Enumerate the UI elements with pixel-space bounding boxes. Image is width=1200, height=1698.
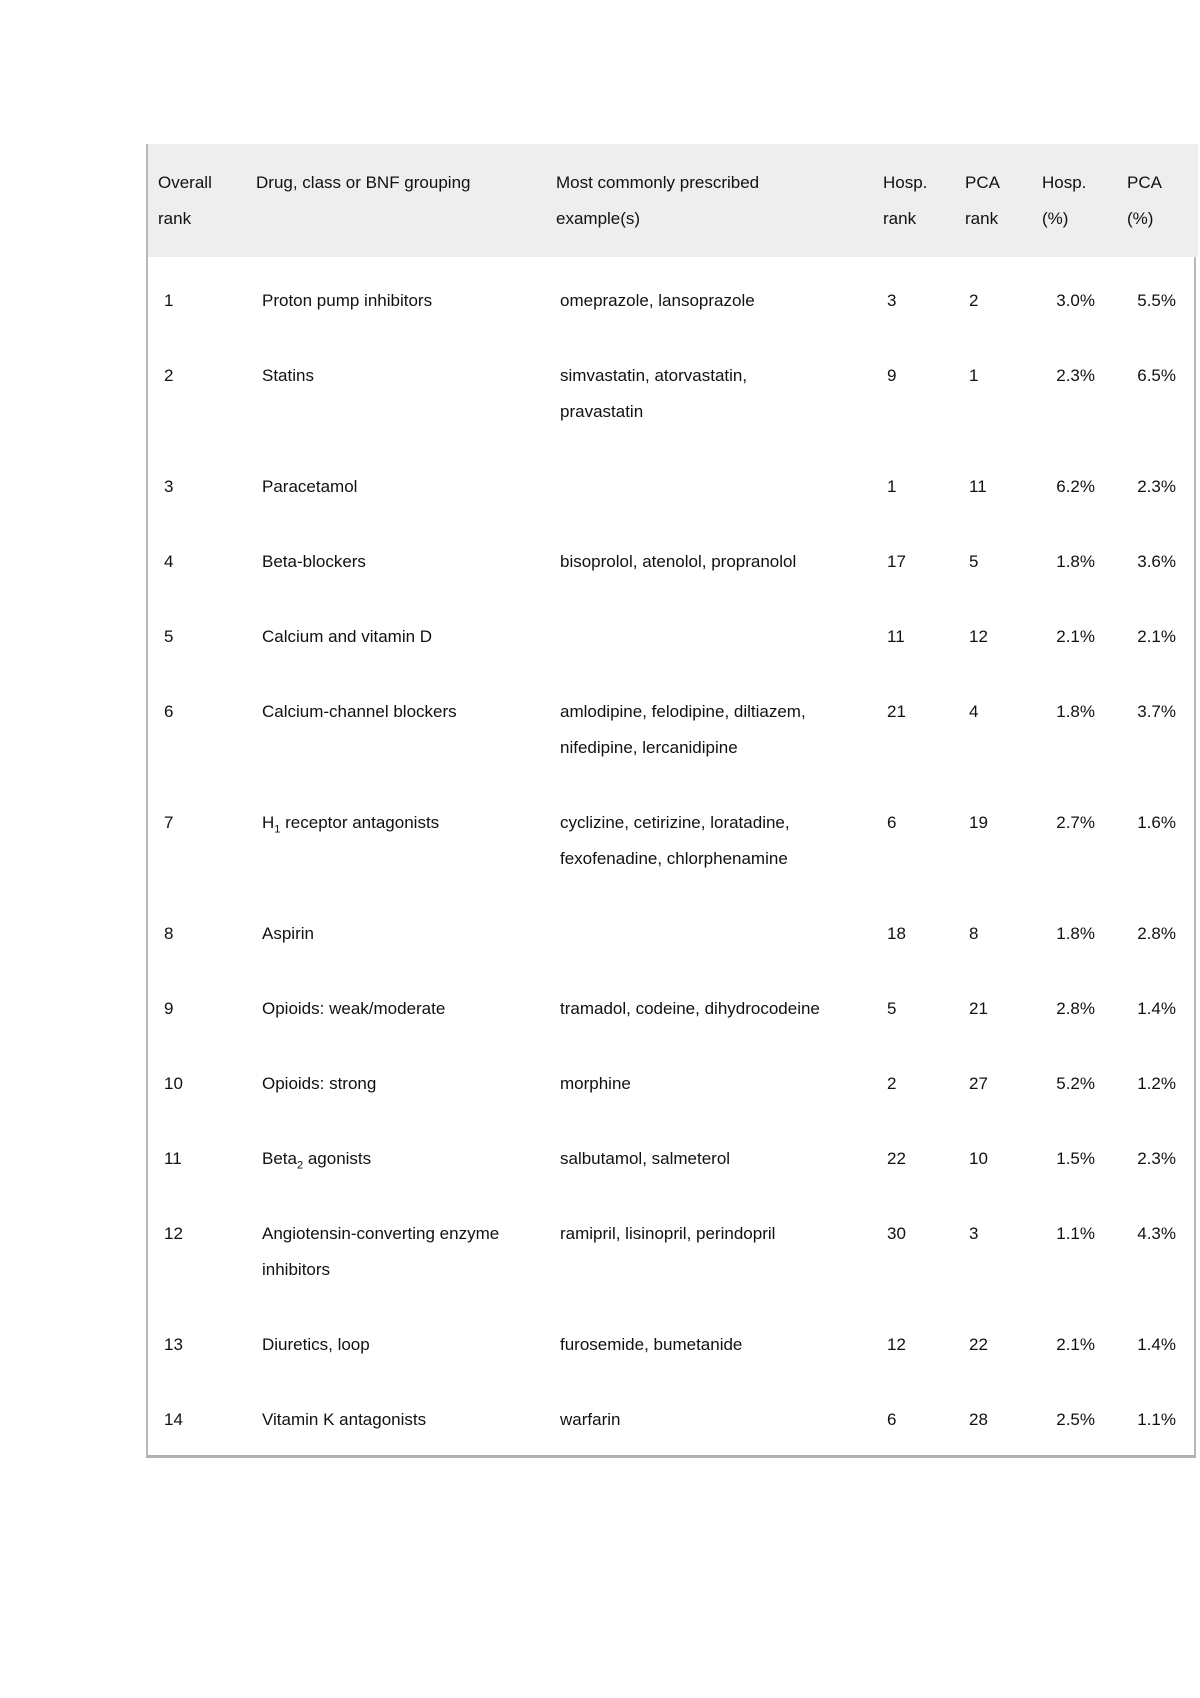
overall-rank-cell bbox=[148, 1038, 246, 1113]
table-row bbox=[148, 516, 1198, 591]
overall-rank-value: 7 bbox=[164, 813, 174, 832]
hosp-pct-cell bbox=[1032, 666, 1117, 777]
table-row bbox=[148, 777, 1198, 888]
overall-rank-cell bbox=[148, 1113, 246, 1188]
pca-pct-value: 5.5% bbox=[1137, 291, 1176, 310]
hosp-rank-value: 6 bbox=[887, 1410, 897, 1429]
pca-pct-cell bbox=[1117, 666, 1198, 777]
hosp-pct-cell bbox=[1032, 1188, 1117, 1299]
table-body bbox=[148, 257, 1198, 1455]
overall-rank-cell bbox=[148, 516, 246, 591]
drug-name-line bbox=[262, 1327, 540, 1363]
header-pca-rank: PCA rank bbox=[955, 144, 1032, 257]
hosp-rank-cell bbox=[873, 666, 955, 777]
drug-name-text: Diuretics, loop bbox=[262, 1335, 370, 1354]
hosp-rank-value: 18 bbox=[887, 924, 906, 943]
pca-rank-cell bbox=[955, 1113, 1032, 1188]
drug-cell bbox=[246, 1299, 546, 1374]
header-drug: Drug, class or BNF grouping bbox=[246, 144, 546, 257]
overall-rank-value: 13 bbox=[164, 1335, 183, 1354]
overall-rank-value: 8 bbox=[164, 924, 174, 943]
hosp-rank-value: 1 bbox=[887, 477, 897, 496]
table-row bbox=[148, 1038, 1198, 1113]
hosp-pct-cell bbox=[1032, 1113, 1117, 1188]
examples-cell bbox=[546, 888, 873, 963]
header-hosp-pct: Hosp. (%) bbox=[1032, 144, 1117, 257]
examples-cell bbox=[546, 1374, 873, 1455]
header-examples: Most commonly prescribed example(s) bbox=[546, 144, 873, 257]
header-hosp-rank: Hosp. rank bbox=[873, 144, 955, 257]
hosp-rank-cell bbox=[873, 888, 955, 963]
pca-rank-cell bbox=[955, 888, 1032, 963]
examples-cell bbox=[546, 666, 873, 777]
hosp-pct-cell bbox=[1032, 441, 1117, 516]
examples-cell bbox=[546, 441, 873, 516]
drug-name-text: Opioids: strong bbox=[262, 1074, 377, 1093]
overall-rank-cell bbox=[148, 888, 246, 963]
pca-pct-value: 1.4% bbox=[1137, 999, 1176, 1018]
hosp-rank-cell bbox=[873, 591, 955, 666]
examples-cell bbox=[546, 1113, 873, 1188]
overall-rank-cell bbox=[148, 1188, 246, 1299]
pca-rank-value: 8 bbox=[969, 924, 979, 943]
hosp-rank-value: 5 bbox=[887, 999, 897, 1018]
pca-pct-value: 1.1% bbox=[1137, 1410, 1176, 1429]
overall-rank-value: 3 bbox=[164, 477, 174, 496]
pca-rank-cell bbox=[955, 963, 1032, 1038]
hosp-pct-cell bbox=[1032, 963, 1117, 1038]
drug-name-line-2: inhibitors bbox=[262, 1260, 331, 1279]
pca-pct-value: 1.4% bbox=[1137, 1335, 1176, 1354]
overall-rank-cell bbox=[148, 257, 246, 330]
table-row bbox=[148, 441, 1198, 516]
drug-name-line bbox=[262, 1402, 540, 1438]
drug-cell bbox=[246, 516, 546, 591]
pca-rank-value: 2 bbox=[969, 291, 979, 310]
overall-rank-cell bbox=[148, 1299, 246, 1374]
drug-cell bbox=[246, 1113, 546, 1188]
overall-rank-value: 2 bbox=[164, 366, 174, 385]
pca-pct-value: 6.5% bbox=[1137, 366, 1176, 385]
pca-pct-cell bbox=[1117, 257, 1198, 330]
hosp-rank-value: 2 bbox=[887, 1074, 897, 1093]
drug-name-text: Angiotensin-converting enzyme bbox=[262, 1224, 500, 1243]
pca-rank-cell bbox=[955, 1374, 1032, 1455]
drug-ranking-table bbox=[148, 144, 1198, 1455]
hosp-pct-value: 2.1% bbox=[1056, 627, 1095, 646]
drug-name-subscript: 2 bbox=[296, 1159, 304, 1172]
example-line: ramipril, lisinopril, perindopril bbox=[560, 1224, 776, 1243]
drug-name-text: Calcium and vitamin D bbox=[262, 627, 433, 646]
pca-pct-value: 2.1% bbox=[1137, 627, 1176, 646]
pca-pct-cell bbox=[1117, 330, 1198, 441]
hosp-pct-value: 1.8% bbox=[1056, 702, 1095, 721]
overall-rank-cell bbox=[148, 1374, 246, 1455]
hosp-pct-value: 2.5% bbox=[1056, 1410, 1095, 1429]
drug-name-text-suffix: agonists bbox=[303, 1149, 372, 1168]
pca-rank-cell bbox=[955, 330, 1032, 441]
hosp-pct-value: 6.2% bbox=[1056, 477, 1095, 496]
pca-pct-cell bbox=[1117, 888, 1198, 963]
examples-cell bbox=[546, 1188, 873, 1299]
hosp-pct-cell bbox=[1032, 591, 1117, 666]
example-line: amlodipine, felodipine, diltiazem, bbox=[560, 702, 806, 721]
example-line: furosemide, bumetanide bbox=[560, 1335, 743, 1354]
drug-name-line bbox=[262, 1141, 540, 1177]
drug-cell bbox=[246, 1038, 546, 1113]
hosp-rank-cell bbox=[873, 1188, 955, 1299]
pca-rank-cell bbox=[955, 666, 1032, 777]
pca-rank-value: 5 bbox=[969, 552, 979, 571]
examples-cell bbox=[546, 1299, 873, 1374]
table-row bbox=[148, 591, 1198, 666]
drug-cell bbox=[246, 963, 546, 1038]
table-row bbox=[148, 888, 1198, 963]
pca-rank-value: 19 bbox=[969, 813, 988, 832]
hosp-pct-value: 1.1% bbox=[1056, 1224, 1095, 1243]
hosp-pct-cell bbox=[1032, 330, 1117, 441]
hosp-rank-cell bbox=[873, 1374, 955, 1455]
overall-rank-value: 12 bbox=[164, 1224, 183, 1243]
pca-rank-cell bbox=[955, 441, 1032, 516]
hosp-pct-cell bbox=[1032, 888, 1117, 963]
example-line: salbutamol, salmeterol bbox=[560, 1149, 731, 1168]
hosp-pct-value: 2.3% bbox=[1056, 366, 1095, 385]
pca-pct-cell bbox=[1117, 963, 1198, 1038]
table-row bbox=[148, 1188, 1198, 1299]
hosp-pct-value: 1.8% bbox=[1056, 924, 1095, 943]
drug-name-line bbox=[262, 544, 540, 580]
pca-rank-value: 21 bbox=[969, 999, 988, 1018]
drug-cell bbox=[246, 441, 546, 516]
table-row bbox=[148, 257, 1198, 330]
example-line: bisoprolol, atenolol, propranolol bbox=[560, 552, 797, 571]
hosp-pct-cell bbox=[1032, 1374, 1117, 1455]
pca-pct-value: 2.3% bbox=[1137, 477, 1176, 496]
pca-rank-value: 28 bbox=[969, 1410, 988, 1429]
table-row bbox=[148, 1299, 1198, 1374]
pca-pct-cell bbox=[1117, 777, 1198, 888]
hosp-rank-value: 22 bbox=[887, 1149, 906, 1168]
overall-rank-value: 1 bbox=[164, 291, 174, 310]
pca-pct-cell bbox=[1117, 1374, 1198, 1455]
hosp-pct-value: 5.2% bbox=[1056, 1074, 1095, 1093]
pca-rank-value: 3 bbox=[969, 1224, 979, 1243]
drug-cell bbox=[246, 666, 546, 777]
pca-rank-cell bbox=[955, 257, 1032, 330]
hosp-rank-value: 9 bbox=[887, 366, 897, 385]
hosp-pct-value: 2.1% bbox=[1056, 1335, 1095, 1354]
example-line: fexofenadine, chlorphenamine bbox=[560, 849, 788, 868]
pca-rank-value: 27 bbox=[969, 1074, 988, 1093]
hosp-rank-value: 12 bbox=[887, 1335, 906, 1354]
pca-pct-value: 3.6% bbox=[1137, 552, 1176, 571]
overall-rank-value: 6 bbox=[164, 702, 174, 721]
hosp-pct-value: 3.0% bbox=[1056, 291, 1095, 310]
drug-name-text: Beta-blockers bbox=[262, 552, 366, 571]
hosp-rank-cell bbox=[873, 1113, 955, 1188]
drug-cell bbox=[246, 330, 546, 441]
hosp-rank-value: 11 bbox=[887, 627, 905, 646]
drug-name-line bbox=[262, 1066, 540, 1102]
drug-name-line bbox=[262, 619, 540, 655]
hosp-pct-cell bbox=[1032, 1299, 1117, 1374]
drug-cell bbox=[246, 1188, 546, 1299]
drug-name-line bbox=[262, 1216, 540, 1252]
overall-rank-value: 10 bbox=[164, 1074, 183, 1093]
examples-cell bbox=[546, 516, 873, 591]
drug-cell bbox=[246, 777, 546, 888]
examples-cell bbox=[546, 777, 873, 888]
hosp-rank-cell bbox=[873, 441, 955, 516]
pca-pct-value: 4.3% bbox=[1137, 1224, 1176, 1243]
table-row bbox=[148, 1113, 1198, 1188]
example-line: warfarin bbox=[560, 1410, 621, 1429]
pca-rank-value: 12 bbox=[969, 627, 988, 646]
pca-pct-cell bbox=[1117, 1299, 1198, 1374]
hosp-rank-cell bbox=[873, 330, 955, 441]
pca-pct-value: 2.8% bbox=[1137, 924, 1176, 943]
hosp-pct-cell bbox=[1032, 516, 1117, 591]
pca-pct-cell bbox=[1117, 591, 1198, 666]
pca-rank-value: 10 bbox=[969, 1149, 988, 1168]
pca-pct-value: 1.2% bbox=[1137, 1074, 1176, 1093]
pca-pct-cell bbox=[1117, 1113, 1198, 1188]
examples-cell bbox=[546, 963, 873, 1038]
pca-rank-cell bbox=[955, 1188, 1032, 1299]
hosp-rank-value: 6 bbox=[887, 813, 897, 832]
example-line: nifedipine, lercanidipine bbox=[560, 738, 738, 757]
hosp-pct-value: 2.8% bbox=[1056, 999, 1095, 1018]
drug-cell bbox=[246, 888, 546, 963]
overall-rank-value: 4 bbox=[164, 552, 174, 571]
hosp-pct-value: 1.5% bbox=[1056, 1149, 1095, 1168]
examples-cell bbox=[546, 1038, 873, 1113]
example-line: morphine bbox=[560, 1074, 631, 1093]
overall-rank-value: 11 bbox=[164, 1149, 182, 1168]
pca-rank-value: 11 bbox=[969, 477, 987, 496]
pca-rank-cell bbox=[955, 516, 1032, 591]
overall-rank-cell bbox=[148, 777, 246, 888]
hosp-rank-cell bbox=[873, 777, 955, 888]
hosp-pct-value: 1.8% bbox=[1056, 552, 1095, 571]
header-pca-pct: PCA (%) bbox=[1117, 144, 1198, 257]
overall-rank-cell bbox=[148, 441, 246, 516]
pca-rank-value: 1 bbox=[969, 366, 979, 385]
drug-name-subscript: 1 bbox=[274, 823, 281, 836]
header-row bbox=[148, 144, 1198, 257]
pca-rank-cell bbox=[955, 777, 1032, 888]
pca-rank-value: 22 bbox=[969, 1335, 988, 1354]
overall-rank-cell bbox=[148, 591, 246, 666]
drug-name-text: H bbox=[262, 813, 275, 832]
example-line: cyclizine, cetirizine, loratadine, bbox=[560, 813, 790, 832]
pca-rank-cell bbox=[955, 591, 1032, 666]
drug-name-text: Calcium-channel blockers bbox=[262, 702, 457, 721]
pca-pct-value: 3.7% bbox=[1137, 702, 1176, 721]
drug-name-line bbox=[262, 358, 540, 394]
hosp-pct-cell bbox=[1032, 1038, 1117, 1113]
drug-name-text: Vitamin K antagonists bbox=[262, 1410, 427, 1429]
overall-rank-cell bbox=[148, 666, 246, 777]
hosp-rank-value: 30 bbox=[887, 1224, 906, 1243]
examples-cell bbox=[546, 591, 873, 666]
pca-pct-value: 2.3% bbox=[1137, 1149, 1176, 1168]
overall-rank-cell bbox=[148, 963, 246, 1038]
drug-name-text-suffix: receptor antagonists bbox=[280, 813, 440, 832]
table-row bbox=[148, 330, 1198, 441]
pca-pct-cell bbox=[1117, 1188, 1198, 1299]
drug-name-text: Aspirin bbox=[262, 924, 314, 943]
drug-cell bbox=[246, 1374, 546, 1455]
overall-rank-value: 5 bbox=[164, 627, 174, 646]
hosp-rank-cell bbox=[873, 516, 955, 591]
drug-name-line bbox=[262, 283, 540, 319]
pca-pct-cell bbox=[1117, 1038, 1198, 1113]
hosp-rank-cell bbox=[873, 1299, 955, 1374]
hosp-rank-cell bbox=[873, 257, 955, 330]
examples-cell bbox=[546, 330, 873, 441]
overall-rank-cell bbox=[148, 330, 246, 441]
hosp-rank-value: 3 bbox=[887, 291, 897, 310]
overall-rank-value: 9 bbox=[164, 999, 174, 1018]
example-line: pravastatin bbox=[560, 402, 644, 421]
drug-name-text: Proton pump inhibitors bbox=[262, 291, 433, 310]
drug-name-text: Statins bbox=[262, 366, 314, 385]
drug-ranking-table-container bbox=[146, 144, 1196, 1458]
pca-pct-cell bbox=[1117, 516, 1198, 591]
pca-rank-cell bbox=[955, 1299, 1032, 1374]
hosp-pct-cell bbox=[1032, 777, 1117, 888]
example-line: omeprazole, lansoprazole bbox=[560, 291, 755, 310]
table-header bbox=[148, 144, 1198, 257]
table-row bbox=[148, 1374, 1198, 1455]
examples-cell bbox=[546, 257, 873, 330]
hosp-rank-value: 21 bbox=[887, 702, 906, 721]
example-line: tramadol, codeine, dihydrocodeine bbox=[560, 999, 820, 1018]
table-row bbox=[148, 963, 1198, 1038]
drug-name-line bbox=[262, 916, 540, 952]
hosp-rank-cell bbox=[873, 1038, 955, 1113]
hosp-rank-value: 17 bbox=[887, 552, 906, 571]
pca-rank-cell bbox=[955, 1038, 1032, 1113]
drug-name-line bbox=[262, 694, 540, 730]
drug-name-text: Beta bbox=[262, 1149, 297, 1168]
pca-pct-cell bbox=[1117, 441, 1198, 516]
drug-cell bbox=[246, 257, 546, 330]
hosp-pct-value: 2.7% bbox=[1056, 813, 1095, 832]
hosp-rank-cell bbox=[873, 963, 955, 1038]
drug-name-line bbox=[262, 469, 540, 505]
header-overall-rank: Overall rank bbox=[148, 144, 246, 257]
example-line: simvastatin, atorvastatin, bbox=[560, 366, 748, 385]
drug-cell bbox=[246, 591, 546, 666]
drug-name-line bbox=[262, 805, 540, 841]
drug-name-line bbox=[262, 991, 540, 1027]
pca-rank-value: 4 bbox=[969, 702, 979, 721]
overall-rank-value: 14 bbox=[164, 1410, 183, 1429]
pca-pct-value: 1.6% bbox=[1137, 813, 1176, 832]
table-row bbox=[148, 666, 1198, 777]
hosp-pct-cell bbox=[1032, 257, 1117, 330]
drug-name-text: Opioids: weak/moderate bbox=[262, 999, 446, 1018]
drug-name-text: Paracetamol bbox=[262, 477, 358, 496]
